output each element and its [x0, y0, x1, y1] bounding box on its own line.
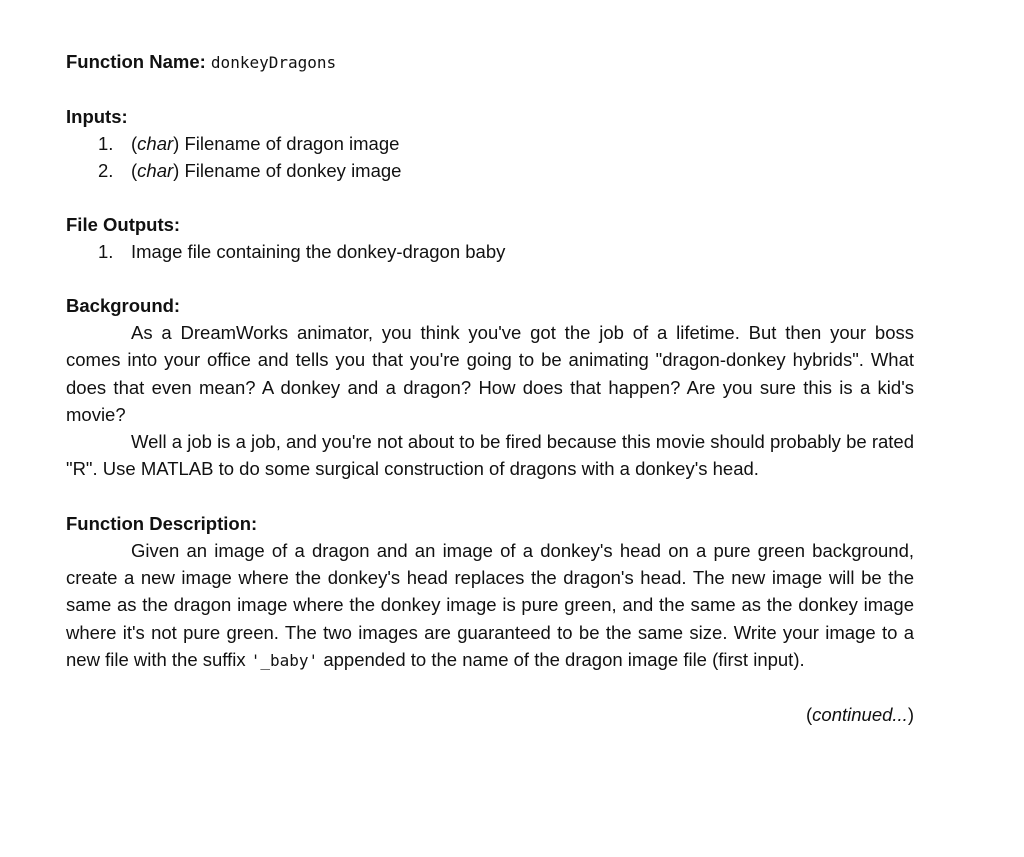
- suffix-code: '_baby': [250, 650, 319, 670]
- function-name-value: donkeyDragons: [210, 53, 337, 72]
- inputs-heading: Inputs:: [66, 106, 128, 127]
- description-text: appended to the name of the dragon image file (first input).: [318, 648, 805, 670]
- background-paragraph: As a DreamWorks animator, you think you've got the job of a lifetime. But then your boss comes into your office and tells you that you're going to be animating "dragon-donkey hybrids". What does that even mean? A donkey and a dragon? How does that happen? Are you sure this is a kid's movie?: [66, 322, 914, 425]
- list-item-number: 2.: [98, 160, 114, 181]
- continued-open-paren: (: [806, 704, 813, 726]
- function-description-heading: Function Description:: [66, 512, 258, 534]
- file-outputs-heading: File Outputs:: [66, 214, 181, 235]
- inputs-list: [66, 130, 914, 184]
- input-type: char: [137, 160, 174, 181]
- list-item: [66, 238, 914, 265]
- function-description-paragraph: [66, 537, 914, 674]
- file-outputs-list: [66, 238, 914, 265]
- background-heading: Background:: [66, 295, 181, 316]
- list-item-text: Filename of dragon image: [179, 133, 400, 154]
- list-item: 1. (char) Filename of dragon image: [66, 130, 914, 157]
- background-paragraph: Well a job is a job, and you're not about to be fired because this movie should probably be rated "R". Use MATLAB to do some surgical construction of dragons with a donkey's head.: [66, 431, 914, 480]
- background-section: [66, 292, 914, 483]
- list-item-number: 1.: [98, 241, 114, 262]
- function-name-line: [66, 48, 914, 76]
- list-item-number: 1.: [98, 133, 114, 154]
- continued-note: [66, 701, 914, 728]
- continued-close-paren: ): [907, 704, 914, 726]
- list-item: 2. (char) Filename of donkey image: [66, 157, 914, 184]
- description-text: Given an image of a dragon and an image of a donkey's head on a pure green background, create a new image where the donkey's head replaces the dragon's head. The new image will be the same as the dragon image where the donkey image is pure green, and the same as the donkey image where it's not pure green. The two images are guaranteed to be the same size. Write your image to a new file with the suffix: [66, 539, 914, 670]
- continued-text: continued...: [812, 704, 908, 726]
- input-type: char: [137, 133, 174, 154]
- inputs-section: [66, 103, 914, 184]
- list-item-text: Image file containing the donkey-dragon baby: [131, 241, 506, 262]
- function-name-label: Function Name:: [66, 51, 206, 72]
- list-item-text: Filename of donkey image: [179, 160, 402, 181]
- function-description-section: [66, 510, 914, 674]
- file-outputs-section: [66, 211, 914, 265]
- document-page: [66, 48, 914, 728]
